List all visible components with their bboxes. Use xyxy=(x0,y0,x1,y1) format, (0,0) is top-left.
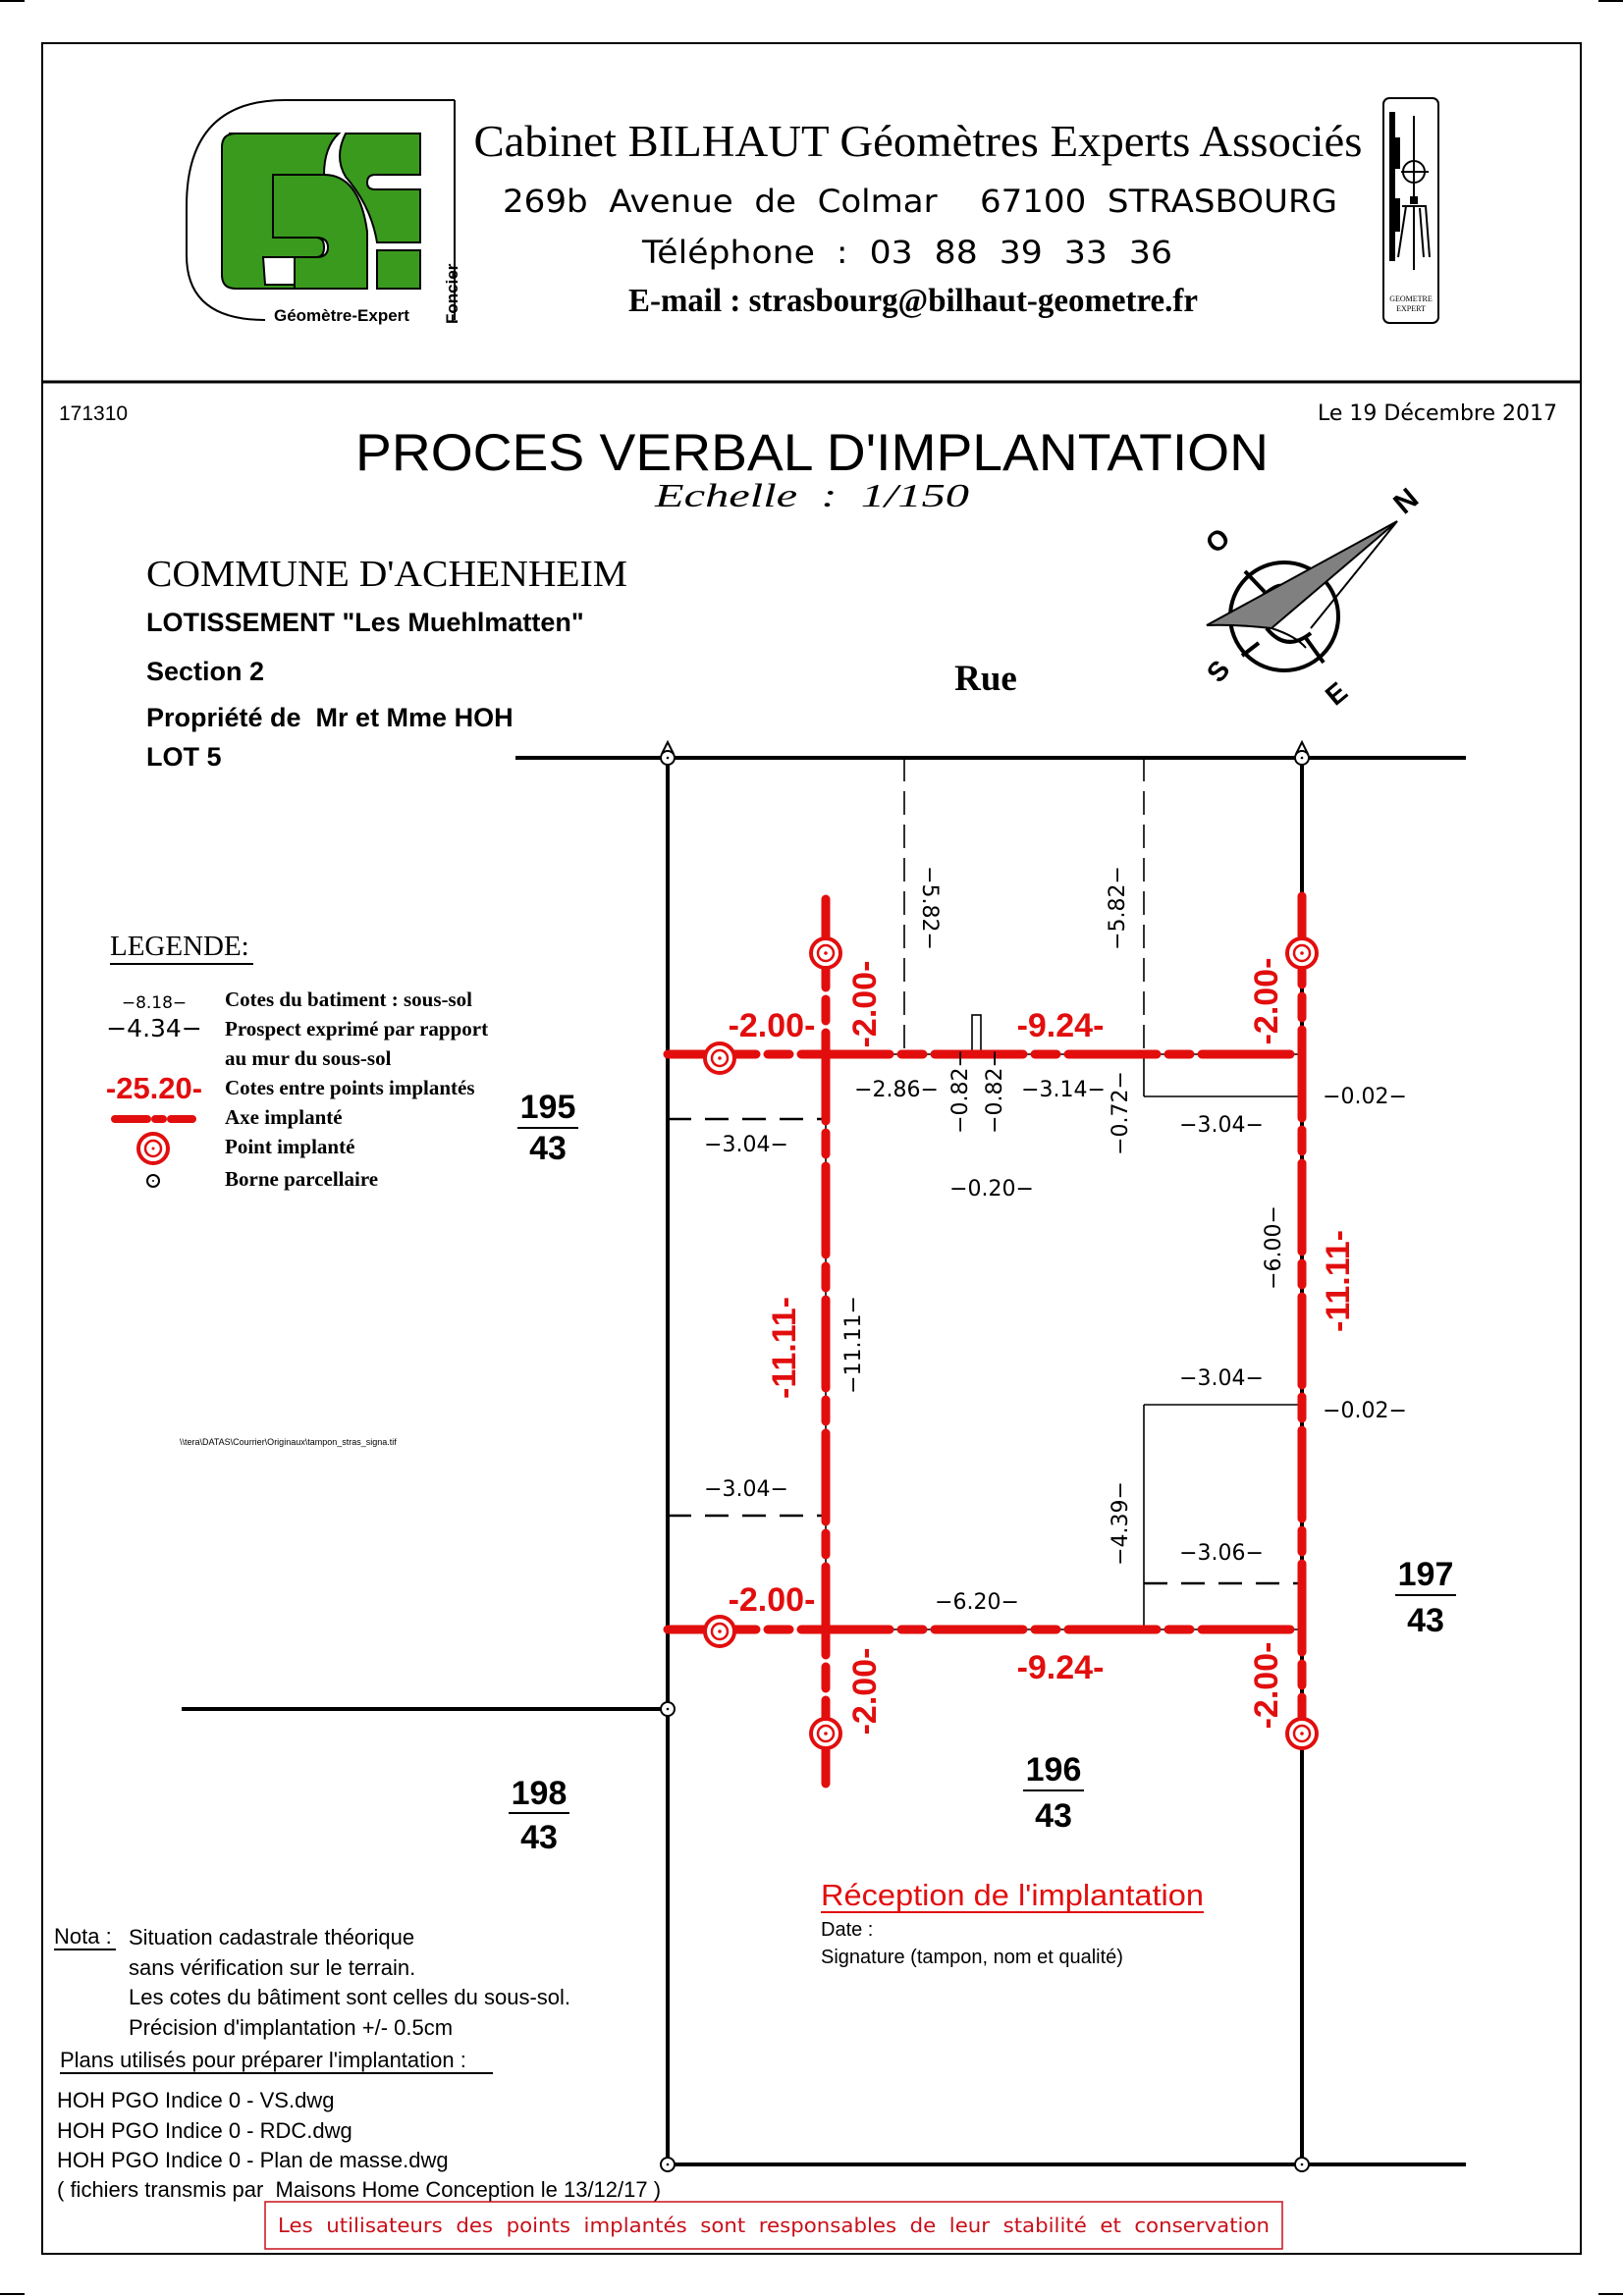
dim-11-11: −11.11− xyxy=(841,1296,866,1394)
legend-label-red-dim: Cotes entre points implantés xyxy=(225,1076,475,1099)
document-date: Le 19 Décembre 2017 xyxy=(1318,401,1557,426)
legend-symbol-prospect: −4.34− xyxy=(106,1014,202,1042)
legend-symbol-building: −8.18− xyxy=(121,993,188,1013)
page-title: PROCES VERBAL D'IMPLANTATION xyxy=(355,424,1269,482)
dim-bottom-left-v: -2.00- xyxy=(846,1647,884,1735)
lot-label: LOT 5 xyxy=(146,742,222,772)
dim-5-82-left: −5.82− xyxy=(917,866,942,950)
street-label: Rue xyxy=(954,659,1017,699)
commune-name: COMMUNE D'ACHENHEIM xyxy=(146,554,627,595)
parcel-195 xyxy=(517,1089,578,1167)
dim-6-00: −6.00− xyxy=(1262,1205,1286,1290)
section-label: Section 2 xyxy=(146,657,265,686)
dim-bottom-span: -9.24- xyxy=(1016,1649,1105,1686)
dim-5-82-right: −5.82− xyxy=(1106,866,1130,950)
dim-0-20: −0.20− xyxy=(949,1177,1034,1201)
owner-label: Propriété de Mr et Mme HOH xyxy=(146,703,514,732)
disclaimer-box xyxy=(265,2202,1282,2249)
target-icon xyxy=(705,1617,734,1646)
compass-west: O xyxy=(1199,521,1236,560)
plan-file-1: HOH PGO Indice 0 - VS.dwg xyxy=(57,2088,335,2112)
legend-label-boundary: Borne parcellaire xyxy=(225,1167,379,1191)
compass-north: N xyxy=(1387,482,1426,521)
reception-signature-label: Signature (tampon, nom et qualité) xyxy=(821,1947,1123,1968)
parcel-number: 195 xyxy=(519,1089,576,1126)
lotissement-name: LOTISSEMENT "Les Muehlmatten" xyxy=(146,608,584,637)
reception-block xyxy=(821,1878,1204,1968)
nota-line-2: sans vérification sur le terrain. xyxy=(129,1955,416,1980)
boundary-marker-icon xyxy=(1295,742,1309,765)
dim-left-span: -11.11- xyxy=(766,1297,803,1399)
disclaimer-text: Les utilisateurs des points implantés sont responsables de leur stabilité et conservation xyxy=(278,2214,1270,2237)
badge-caption-2: EXPERT xyxy=(1396,304,1426,313)
dim-3-04-right-top: −3.04− xyxy=(1179,1113,1264,1138)
dim-0-72: −0.72− xyxy=(1109,1071,1133,1155)
dim-top-span: -9.24- xyxy=(1016,1007,1105,1044)
dim-0-02-top: −0.02− xyxy=(1323,1085,1407,1109)
dim-3-04-left-top: −3.04− xyxy=(704,1133,788,1157)
reference-number: 171310 xyxy=(59,402,129,425)
dim-3-06: −3.06− xyxy=(1179,1541,1264,1566)
target-icon xyxy=(1287,938,1317,968)
company-name: Cabinet BILHAUT Géomètres Experts Associés xyxy=(473,117,1363,166)
dim-0-82-b: −0.82− xyxy=(983,1049,1007,1134)
dim-3-14: −3.14− xyxy=(1021,1078,1106,1102)
parcel-197 xyxy=(1395,1556,1456,1639)
target-icon xyxy=(705,1043,734,1073)
dim-2-86: −2.86− xyxy=(854,1078,939,1102)
dim-3-04-right-mid: −3.04− xyxy=(1179,1366,1264,1391)
dim-3-04-left-bottom: −3.04− xyxy=(704,1477,788,1502)
parcel-section: 43 xyxy=(1035,1797,1072,1835)
stamp-file-path: \\tera\DATAS\Courrier\Originaux\tampon_stras_signa.tif xyxy=(180,1437,397,1447)
plan-file-3: HOH PGO Indice 0 - Plan de masse.dwg xyxy=(57,2148,449,2172)
parcel-198 xyxy=(509,1775,569,1856)
dim-4-39: −4.39− xyxy=(1109,1481,1133,1566)
compass-east: E xyxy=(1319,675,1354,712)
nota-label: Nota : xyxy=(54,1924,112,1949)
plan-transmission-note: ( fichiers transmis par Maisons Home Conception le 13/12/17 ) xyxy=(57,2177,662,2202)
logo-caption: Géomètre-Expert xyxy=(274,306,409,325)
geometre-expert-badge xyxy=(1383,98,1438,323)
nota-line-4: Précision d'implantation +/- 0.5cm xyxy=(129,2015,454,2040)
target-icon xyxy=(1287,1719,1317,1748)
dim-bottom-left-h: -2.00- xyxy=(728,1581,816,1619)
parcel-number: 196 xyxy=(1025,1751,1082,1789)
company-phone: Téléphone : 03 88 39 33 36 xyxy=(640,234,1172,271)
legend-label-prospect-2: au mur du sous-sol xyxy=(225,1046,392,1070)
legend-label-point: Point implanté xyxy=(225,1135,355,1158)
nota-line-1: Situation cadastrale théorique xyxy=(129,1925,415,1949)
logo-side-text: Foncier xyxy=(443,263,461,324)
company-address: 269b Avenue de Colmar 67100 STRASBOURG xyxy=(503,183,1337,220)
parcel-number: 197 xyxy=(1397,1556,1454,1593)
parcel-number: 198 xyxy=(511,1775,568,1812)
boundary-marker-icon xyxy=(1295,2158,1309,2171)
legend xyxy=(106,931,488,1191)
company-email: E-mail : strasbourg@bilhaut-geometre.fr xyxy=(628,283,1198,319)
target-icon xyxy=(811,1719,840,1748)
parcel-section: 43 xyxy=(529,1130,567,1167)
boundary-marker-icon xyxy=(661,742,675,765)
legend-label-prospect: Prospect exprimé par rapport xyxy=(225,1017,489,1041)
ge-logo xyxy=(187,100,461,325)
legend-label-building: Cotes du batiment : sous-sol xyxy=(225,988,473,1011)
north-arrow-compass xyxy=(1200,482,1425,711)
parcel-section: 43 xyxy=(520,1819,558,1856)
dim-6-20: −6.20− xyxy=(935,1590,1019,1615)
parcel-section: 43 xyxy=(1407,1602,1444,1639)
reception-title: Réception de l'implantation xyxy=(821,1878,1204,1912)
parcel-196 xyxy=(1023,1751,1084,1835)
dim-top-left-h: -2.00- xyxy=(728,1007,816,1044)
notes-block xyxy=(54,1924,661,2202)
badge-caption-1: GEOMETRE xyxy=(1389,294,1433,303)
plan-file-2: HOH PGO Indice 0 - RDC.dwg xyxy=(57,2118,352,2143)
compass-south: S xyxy=(1200,654,1236,688)
plans-title: Plans utilisés pour préparer l'implantation : xyxy=(60,2048,466,2072)
dim-0-82-a: −0.82− xyxy=(948,1049,973,1134)
legend-symbol-red-dim: -25.20- xyxy=(105,1071,203,1105)
boundary-marker-icon xyxy=(661,2158,675,2171)
dim-0-02-bottom: −0.02− xyxy=(1323,1399,1407,1423)
boundary-marker-icon xyxy=(661,1702,675,1716)
dim-top-left-v: -2.00- xyxy=(846,960,884,1048)
target-icon xyxy=(138,1134,168,1163)
target-icon xyxy=(811,938,840,968)
legend-title: LEGENDE: xyxy=(110,931,249,962)
scale-label: Echelle : 1/150 xyxy=(653,478,969,514)
boundary-marker-icon xyxy=(147,1175,159,1187)
reception-date-label: Date : xyxy=(821,1919,874,1941)
legend-label-axis: Axe implanté xyxy=(225,1105,343,1129)
dim-bottom-right-v: -2.00- xyxy=(1248,1641,1285,1730)
nota-line-3: Les cotes du bâtiment sont celles du sous-sol. xyxy=(129,1985,571,2009)
dim-top-right-v: -2.00- xyxy=(1248,957,1285,1045)
dim-right-span: -11.11- xyxy=(1320,1230,1357,1332)
